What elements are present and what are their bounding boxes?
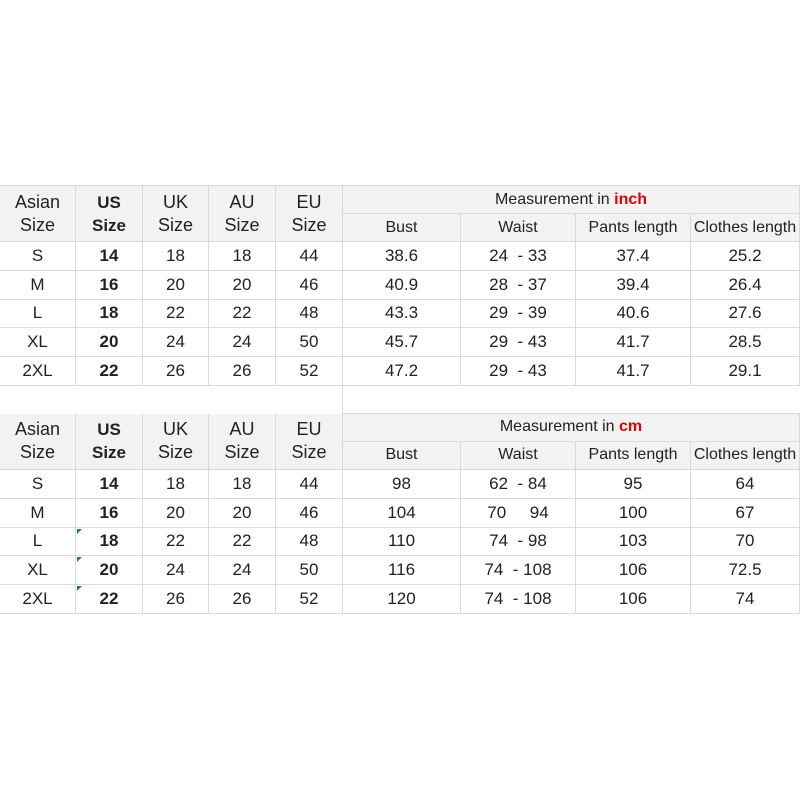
- cm_table-row-2-us: 16: [76, 499, 143, 528]
- cm_table-waist-header: Waist: [461, 442, 576, 470]
- cm_table-eu-size-header-line-1: EU: [296, 419, 322, 440]
- inch_table-row-3-au: 22: [209, 300, 276, 329]
- inch_table-row-2-bust: 40.9: [343, 271, 461, 300]
- cm_table-uk-size-header-line-2: Size: [157, 442, 193, 463]
- inch_table-row-1-us: 14: [76, 242, 143, 271]
- cm_table-eu-size-header: [276, 414, 343, 470]
- cm_table-measurement-title: [343, 414, 800, 442]
- cm_table-row-2-asian: M: [0, 499, 76, 528]
- cm_table-row-1-eu: 44: [276, 470, 343, 499]
- inch_table-row-1-waist: 24 - 33: [461, 242, 576, 271]
- inch_table-row-3-bust: 43.3: [343, 300, 461, 329]
- cm_table-au-size-header: [209, 414, 276, 470]
- inch_table-uk-size-header-line-2: Size: [157, 214, 193, 235]
- cm_table-row-3-uk: 22: [143, 528, 209, 557]
- cm_table-row-2-au: 20: [209, 499, 276, 528]
- cm_table-row-5-eu: 52: [276, 585, 343, 614]
- inch_table-row-4-asian: XL: [0, 328, 76, 357]
- inch_table-asian-size-header: [0, 186, 76, 242]
- inch_table-row-4-eu: 50: [276, 328, 343, 357]
- inch_table-row-2-waist: 28 - 37: [461, 271, 576, 300]
- cm_table-row-3-au: 22: [209, 528, 276, 557]
- cm_table-au-size-header-line-2: Size: [224, 442, 260, 463]
- inch_table-row-5-au: 26: [209, 357, 276, 386]
- inch_table-us-size-header-line-2: Size: [91, 215, 127, 235]
- cm_table-row-2-eu: 46: [276, 499, 343, 528]
- cm_table-row-5-bust: 120: [343, 585, 461, 614]
- inch_table-row-5-us: 22: [76, 357, 143, 386]
- cm_table-row-4-clothes: 72.5: [691, 556, 800, 585]
- inch_table-row-1-au: 18: [209, 242, 276, 271]
- inch_table-row-3-us: 18: [76, 300, 143, 329]
- cm_table-row-1-waist: 62 - 84: [461, 470, 576, 499]
- cm_table-row-3-waist: 74 - 98: [461, 528, 576, 557]
- cm_table-row-1-au: 18: [209, 470, 276, 499]
- cm_table-row-1-asian: S: [0, 470, 76, 499]
- cm_table-row-3-asian: L: [0, 528, 76, 557]
- cm_table-measurement-unit: cm: [619, 418, 643, 436]
- inch_table-row-3-clothes: 27.6: [691, 300, 800, 329]
- inch_table-row-5-clothes: 29.1: [691, 357, 800, 386]
- cm_table-row-4-bust: 116: [343, 556, 461, 585]
- cm_table-row-5-clothes: 74: [691, 585, 800, 614]
- cm_table-us-size-header-line-2: Size: [91, 443, 127, 463]
- inch_table-row-5-waist: 29 - 43: [461, 357, 576, 386]
- inch_table-row-3-uk: 22: [143, 300, 209, 329]
- inch_table-uk-size-header: [143, 186, 209, 242]
- inch_table-row-4-uk: 24: [143, 328, 209, 357]
- cm_table-row-4-eu: 50: [276, 556, 343, 585]
- inch_table-eu-size-header-line-1: EU: [296, 191, 322, 212]
- table-spacer-mid: [276, 386, 343, 414]
- cm_table-row-2-bust: 104: [343, 499, 461, 528]
- cm_table-row-3-clothes: 70: [691, 528, 800, 557]
- cm_table-bust-header: Bust: [343, 442, 461, 470]
- inch_table-row-4-us: 20: [76, 328, 143, 357]
- cm_table-row-4-pants: 106: [576, 556, 691, 585]
- inch_table-eu-size-header: [276, 186, 343, 242]
- cm_table-row-2-clothes: 67: [691, 499, 800, 528]
- inch_table-row-1-eu: 44: [276, 242, 343, 271]
- inch_table-row-3-waist: 29 - 39: [461, 300, 576, 329]
- inch_table-row-5-eu: 52: [276, 357, 343, 386]
- cm_table-uk-size-header-line-1: UK: [162, 419, 188, 440]
- inch_table-row-5-asian: 2XL: [0, 357, 76, 386]
- cm_table-pants-length-header: Pants length: [576, 442, 691, 470]
- cm_table-au-size-header-line-1: AU: [229, 419, 255, 440]
- inch_table-row-2-us: 16: [76, 271, 143, 300]
- inch_table-row-1-bust: 38.6: [343, 242, 461, 271]
- inch_table-row-2-uk: 20: [143, 271, 209, 300]
- cm_table-row-3-bust: 110: [343, 528, 461, 557]
- cm_table-row-4-asian: XL: [0, 556, 76, 585]
- inch_table-row-4-pants: 41.7: [576, 328, 691, 357]
- inch_table-eu-size-header-line-2: Size: [291, 214, 327, 235]
- cm_table-row-5-au: 26: [209, 585, 276, 614]
- cm_table-row-1-bust: 98: [343, 470, 461, 499]
- cm_table-asian-size-header-line-1: Asian: [14, 419, 61, 440]
- cm_table-row-4-au: 24: [209, 556, 276, 585]
- cm_table-row-5-waist: 74 - 108: [461, 585, 576, 614]
- inch_table-row-4-clothes: 28.5: [691, 328, 800, 357]
- cm_table-row-1-clothes: 64: [691, 470, 800, 499]
- inch_table-row-4-waist: 29 - 43: [461, 328, 576, 357]
- inch_table-uk-size-header-line-1: UK: [162, 191, 188, 212]
- inch_table-row-5-uk: 26: [143, 357, 209, 386]
- inch_table-bust-header: Bust: [343, 214, 461, 242]
- inch_table-row-4-au: 24: [209, 328, 276, 357]
- cm_table-measurement-prefix: Measurement in: [499, 418, 620, 436]
- cm_table-row-2-pants: 100: [576, 499, 691, 528]
- cm_table-row-3-eu: 48: [276, 528, 343, 557]
- inch_table-asian-size-header-line-1: Asian: [14, 191, 61, 212]
- inch_table-row-1-uk: 18: [143, 242, 209, 271]
- inch_table-row-5-bust: 47.2: [343, 357, 461, 386]
- cm_table-uk-size-header: [143, 414, 209, 470]
- inch_table-row-3-eu: 48: [276, 300, 343, 329]
- cm_table-row-4-uk: 24: [143, 556, 209, 585]
- cm_table-eu-size-header-line-2: Size: [291, 442, 327, 463]
- size-chart-grid: [0, 185, 800, 614]
- table-spacer-left: [0, 386, 276, 414]
- cm_table-row-5-pants: 106: [576, 585, 691, 614]
- inch_table-row-2-au: 20: [209, 271, 276, 300]
- cm_table-row-1-uk: 18: [143, 470, 209, 499]
- cm_table-row-1-us: 14: [76, 470, 143, 499]
- inch_table-us-size-header: [76, 186, 143, 242]
- cm_table-asian-size-header: [0, 414, 76, 470]
- inch_table-au-size-header: [209, 186, 276, 242]
- cm_table-row-5-uk: 26: [143, 585, 209, 614]
- inch_table-au-size-header-line-1: AU: [229, 191, 255, 212]
- cm_table-row-2-uk: 20: [143, 499, 209, 528]
- inch_table-row-3-pants: 40.6: [576, 300, 691, 329]
- cm_table-row-4-us: 20: [76, 556, 143, 585]
- inch_table-row-1-clothes: 25.2: [691, 242, 800, 271]
- inch_table-pants-length-header: Pants length: [576, 214, 691, 242]
- inch_table-row-2-eu: 46: [276, 271, 343, 300]
- cm_table-asian-size-header-line-2: Size: [19, 442, 55, 463]
- inch_table-au-size-header-line-2: Size: [224, 214, 260, 235]
- inch_table-row-2-pants: 39.4: [576, 271, 691, 300]
- cm_table-row-5-asian: 2XL: [0, 585, 76, 614]
- inch_table-row-2-asian: M: [0, 271, 76, 300]
- inch_table-row-1-pants: 37.4: [576, 242, 691, 271]
- cm_table-row-3-us: 18: [76, 528, 143, 557]
- cm_table-us-size-header-line-1: US: [97, 420, 121, 440]
- cm_table-us-size-header: [76, 414, 143, 470]
- cm_table-row-5-us: 22: [76, 585, 143, 614]
- cm_table-row-2-waist: 70 94: [461, 499, 576, 528]
- inch_table-clothes-length-header: Clothes length: [691, 214, 800, 242]
- table-spacer-right: [343, 386, 800, 414]
- inch_table-row-4-bust: 45.7: [343, 328, 461, 357]
- inch_table-asian-size-header-line-2: Size: [19, 214, 55, 235]
- inch_table-us-size-header-line-1: US: [97, 192, 121, 212]
- cm_table-row-4-waist: 74 - 108: [461, 556, 576, 585]
- cm_table-clothes-length-header: Clothes length: [691, 442, 800, 470]
- inch_table-measurement-title: [343, 186, 800, 214]
- inch_table-row-2-clothes: 26.4: [691, 271, 800, 300]
- cm_table-row-1-pants: 95: [576, 470, 691, 499]
- inch_table-row-3-asian: L: [0, 300, 76, 329]
- inch_table-measurement-unit: inch: [614, 190, 648, 208]
- cm_table-row-3-pants: 103: [576, 528, 691, 557]
- inch_table-waist-header: Waist: [461, 214, 576, 242]
- inch_table-row-1-asian: S: [0, 242, 76, 271]
- inch_table-measurement-prefix: Measurement in: [494, 190, 615, 208]
- inch_table-row-5-pants: 41.7: [576, 357, 691, 386]
